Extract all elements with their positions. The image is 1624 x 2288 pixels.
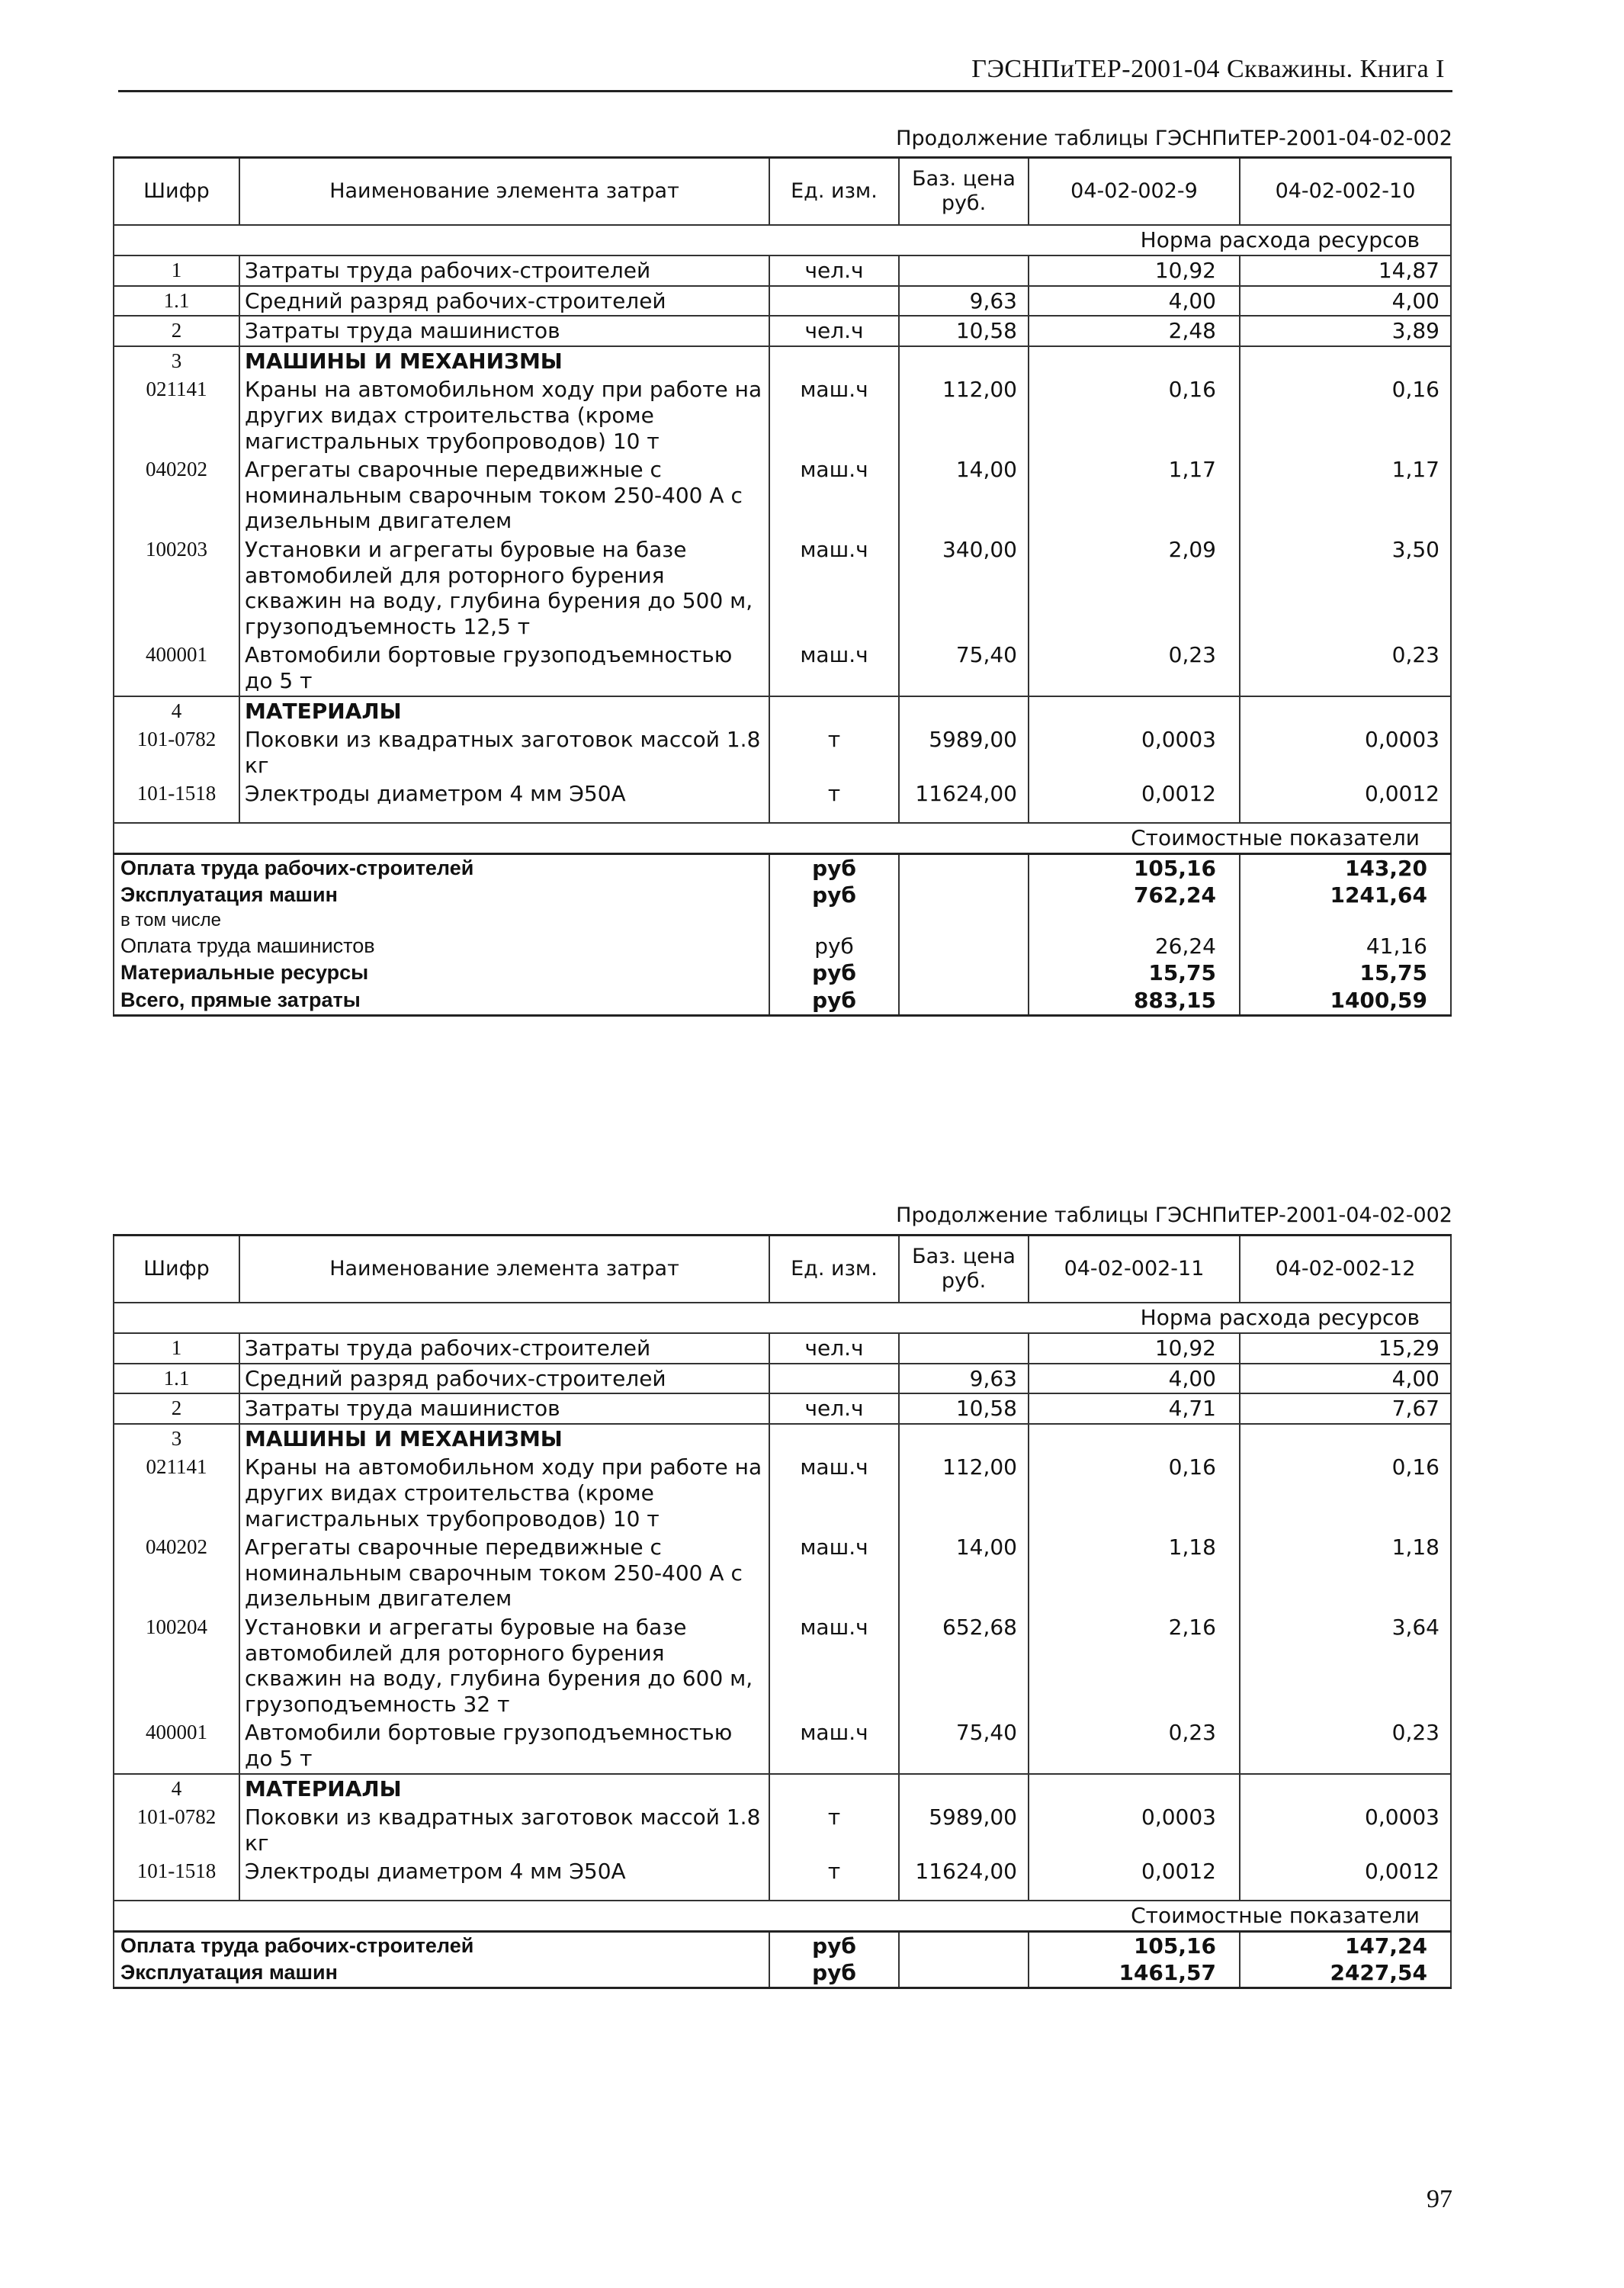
cost-label: Стоимостные показатели (1029, 1901, 1451, 1932)
section-title: МАШИНЫ И МЕХАНИЗМЫ (239, 346, 769, 376)
col-header-unit: Ед. изм. (769, 1236, 899, 1303)
row-value-b: 0,0012 (1240, 779, 1451, 808)
summary-row (114, 909, 1451, 933)
summary-unit: руб (769, 933, 899, 960)
row-value-b: 1,17 (1240, 455, 1451, 535)
row-code: 4 (114, 1774, 239, 1804)
row-price (899, 255, 1029, 286)
summary-row (114, 1931, 1451, 1959)
summary-value-b: 15,75 (1240, 959, 1451, 987)
row-value-b: 3,64 (1240, 1613, 1451, 1718)
row-value-b: 0,23 (1240, 641, 1451, 696)
table-caption: Продолжение таблицы ГЭСНПиТЕР-2001-04-02-002 (896, 1203, 1452, 1227)
col-header-name: Наименование элемента затрат (239, 1236, 769, 1303)
row-unit: т (769, 1857, 899, 1886)
row-value-a: 0,16 (1029, 375, 1240, 455)
row-name: Поковки из квадратных заготовок массой 1.8 кг (239, 1803, 769, 1857)
row-price: 112,00 (899, 1453, 1029, 1533)
col-header-code: Шифр (114, 1236, 239, 1303)
row-name: Краны на автомобильном ходу при работе на других видах строительства (кроме магистральных трубопроводов) 10 т (239, 375, 769, 455)
summary-value-b: 2427,54 (1240, 1959, 1451, 1988)
row-code: 100204 (114, 1613, 239, 1718)
row-price: 340,00 (899, 535, 1029, 641)
norm-row (114, 225, 1451, 255)
row-code: 1.1 (114, 286, 239, 317)
row-code: 2 (114, 1393, 239, 1424)
row-unit: маш.ч (769, 535, 899, 641)
row-unit: т (769, 725, 899, 779)
summary-unit: руб (769, 882, 899, 909)
row-name: Электроды диаметром 4 мм Э50А (239, 779, 769, 808)
running-header: ГЭСНПиТЕР-2001-04 Скважины. Книга I (971, 55, 1445, 83)
summary-unit: руб (769, 853, 899, 882)
col-header-price: Баз. цена руб. (899, 1236, 1029, 1303)
table-row (114, 316, 1451, 346)
section-row (114, 1424, 1451, 1454)
col-header-code: Шифр (114, 158, 239, 226)
cost-row (114, 1901, 1451, 1932)
row-price: 10,58 (899, 316, 1029, 346)
row-price: 9,63 (899, 286, 1029, 317)
summary-value-b: 1241,64 (1240, 882, 1451, 909)
summary-value-a: 105,16 (1029, 1931, 1240, 1959)
row-code: 040202 (114, 455, 239, 535)
resource-table (113, 156, 1452, 1017)
row-value-b: 0,16 (1240, 1453, 1451, 1533)
row-value-a: 0,0012 (1029, 779, 1240, 808)
summary-label: Оплата труда рабочих-строителей (114, 1931, 769, 1959)
row-unit: маш.ч (769, 455, 899, 535)
row-code: 021141 (114, 375, 239, 455)
row-code: 101-0782 (114, 725, 239, 779)
row-name: Агрегаты сварочные передвижные с номинальным сварочным током 250-400 А с дизельным двигателем (239, 1533, 769, 1613)
col-header-b: 04-02-002-12 (1240, 1236, 1451, 1303)
row-code: 101-1518 (114, 1857, 239, 1886)
row-code: 400001 (114, 641, 239, 696)
row-unit: маш.ч (769, 1718, 899, 1773)
table-caption: Продолжение таблицы ГЭСНПиТЕР-2001-04-02-002 (896, 127, 1452, 150)
row-unit: маш.ч (769, 641, 899, 696)
row-value-b: 15,29 (1240, 1333, 1451, 1364)
summary-row (114, 853, 1451, 882)
row-value-b: 0,0003 (1240, 725, 1451, 779)
cost-label: Стоимостные показатели (1029, 823, 1451, 854)
row-unit (769, 1364, 899, 1394)
summary-value-a: 15,75 (1029, 959, 1240, 987)
row-value-a: 1,18 (1029, 1533, 1240, 1613)
row-name: Агрегаты сварочные передвижные с номинальным сварочным током 250-400 А с дизельным двигателем (239, 455, 769, 535)
row-code: 100203 (114, 535, 239, 641)
row-price: 75,40 (899, 1718, 1029, 1773)
table-row (114, 1718, 1451, 1773)
row-value-b: 7,67 (1240, 1393, 1451, 1424)
row-price: 11624,00 (899, 1857, 1029, 1886)
col-header-a: 04-02-002-11 (1029, 1236, 1240, 1303)
row-value-b: 3,50 (1240, 535, 1451, 641)
row-name: Установки и агрегаты буровые на базе автомобилей для роторного бурения скважин на воду, глубина бурения до 600 м, грузоподъемность 32 т (239, 1613, 769, 1718)
row-unit: чел.ч (769, 1333, 899, 1364)
table-row (114, 286, 1451, 317)
row-unit: маш.ч (769, 375, 899, 455)
summary-row (114, 933, 1451, 960)
summary-value-b: 1400,59 (1240, 987, 1451, 1015)
table-row (114, 1453, 1451, 1533)
summary-row (114, 1959, 1451, 1988)
row-code: 101-0782 (114, 1803, 239, 1857)
norm-label: Норма расхода ресурсов (1029, 225, 1451, 255)
col-header-unit: Ед. изм. (769, 158, 899, 226)
row-value-a: 1,17 (1029, 455, 1240, 535)
row-value-a: 2,16 (1029, 1613, 1240, 1718)
summary-label: Материальные ресурсы (114, 959, 769, 987)
row-value-b: 0,23 (1240, 1718, 1451, 1773)
summary-label: Эксплуатация машин (114, 1959, 769, 1988)
row-price: 652,68 (899, 1613, 1029, 1718)
row-unit: т (769, 1803, 899, 1857)
row-code: 3 (114, 346, 239, 376)
summary-value-b: 143,20 (1240, 853, 1451, 882)
norm-label: Норма расхода ресурсов (1029, 1303, 1451, 1333)
col-header-price: Баз. цена руб. (899, 158, 1029, 226)
table-row (114, 535, 1451, 641)
row-value-b: 4,00 (1240, 286, 1451, 317)
row-name: Средний разряд рабочих-строителей (239, 286, 769, 317)
row-unit: чел.ч (769, 255, 899, 286)
row-name: Затраты труда машинистов (239, 316, 769, 346)
row-value-b: 0,0003 (1240, 1803, 1451, 1857)
row-price: 10,58 (899, 1393, 1029, 1424)
row-price (899, 1333, 1029, 1364)
row-code: 021141 (114, 1453, 239, 1533)
row-name: Поковки из квадратных заготовок массой 1.8 кг (239, 725, 769, 779)
col-header-b: 04-02-002-10 (1240, 158, 1451, 226)
table-row (114, 641, 1451, 696)
col-header-name: Наименование элемента затрат (239, 158, 769, 226)
row-name: Автомобили бортовые грузоподъемностью до 5 т (239, 641, 769, 696)
row-unit (769, 286, 899, 317)
summary-row (114, 882, 1451, 909)
page-number: 97 (1427, 2185, 1452, 2213)
row-value-a: 0,23 (1029, 1718, 1240, 1773)
table-row (114, 725, 1451, 779)
row-price: 9,63 (899, 1364, 1029, 1394)
section-row (114, 696, 1451, 726)
resource-table (113, 1234, 1452, 1989)
row-code: 400001 (114, 1718, 239, 1773)
section-row (114, 1774, 1451, 1804)
row-code: 3 (114, 1424, 239, 1454)
summary-row (114, 987, 1451, 1015)
table-row (114, 1333, 1451, 1364)
row-name: Электроды диаметром 4 мм Э50А (239, 1857, 769, 1886)
section-title: МАТЕРИАЛЫ (239, 1774, 769, 1804)
row-value-b: 3,89 (1240, 316, 1451, 346)
table-row (114, 1803, 1451, 1857)
row-name: Затраты труда рабочих-строителей (239, 1333, 769, 1364)
summary-unit: руб (769, 987, 899, 1015)
row-price: 75,40 (899, 641, 1029, 696)
row-value-a: 0,0012 (1029, 1857, 1240, 1886)
row-name: Установки и агрегаты буровые на базе автомобилей для роторного бурения скважин на воду, глубина бурения до 500 м, грузоподъемность 12,5 т (239, 535, 769, 641)
row-name: Затраты труда машинистов (239, 1393, 769, 1424)
row-unit: маш.ч (769, 1613, 899, 1718)
row-value-b: 4,00 (1240, 1364, 1451, 1394)
table-row (114, 779, 1451, 808)
row-code: 1.1 (114, 1364, 239, 1394)
row-value-a: 2,48 (1029, 316, 1240, 346)
row-price: 112,00 (899, 375, 1029, 455)
row-value-a: 4,71 (1029, 1393, 1240, 1424)
table-row (114, 1364, 1451, 1394)
summary-value-b: 41,16 (1240, 933, 1451, 960)
row-value-a: 0,23 (1029, 641, 1240, 696)
table-row (114, 1533, 1451, 1613)
cost-row (114, 823, 1451, 854)
row-unit: чел.ч (769, 316, 899, 346)
row-value-b: 1,18 (1240, 1533, 1451, 1613)
row-price: 14,00 (899, 455, 1029, 535)
section-title: МАШИНЫ И МЕХАНИЗМЫ (239, 1424, 769, 1454)
table-row (114, 455, 1451, 535)
table-row (114, 1393, 1451, 1424)
summary-unit: руб (769, 959, 899, 987)
row-unit: т (769, 779, 899, 808)
summary-label: Оплата труда рабочих-строителей (114, 853, 769, 882)
summary-value-a: 883,15 (1029, 987, 1240, 1015)
row-price: 5989,00 (899, 725, 1029, 779)
row-code: 2 (114, 316, 239, 346)
row-value-b: 0,0012 (1240, 1857, 1451, 1886)
summary-label: в том числе (114, 909, 769, 933)
summary-value-a: 26,24 (1029, 933, 1240, 960)
summary-value-a: 1461,57 (1029, 1959, 1240, 1988)
table-row (114, 375, 1451, 455)
row-value-a: 0,16 (1029, 1453, 1240, 1533)
summary-label: Эксплуатация машин (114, 882, 769, 909)
row-code: 040202 (114, 1533, 239, 1613)
row-value-a: 4,00 (1029, 286, 1240, 317)
summary-value-a: 105,16 (1029, 853, 1240, 882)
row-name: Средний разряд рабочих-строителей (239, 1364, 769, 1394)
row-value-a: 4,00 (1029, 1364, 1240, 1394)
row-price: 11624,00 (899, 779, 1029, 808)
summary-unit: руб (769, 1931, 899, 1959)
row-price: 5989,00 (899, 1803, 1029, 1857)
row-unit: чел.ч (769, 1393, 899, 1424)
section-row (114, 346, 1451, 376)
row-code: 4 (114, 696, 239, 726)
norm-row (114, 1303, 1451, 1333)
row-code: 1 (114, 1333, 239, 1364)
header-rule (118, 90, 1452, 92)
table-row (114, 255, 1451, 286)
row-value-a: 0,0003 (1029, 1803, 1240, 1857)
summary-value-a: 762,24 (1029, 882, 1240, 909)
row-name: Затраты труда рабочих-строителей (239, 255, 769, 286)
summary-unit: руб (769, 1959, 899, 1988)
summary-label: Оплата труда машинистов (114, 933, 769, 960)
row-value-a: 0,0003 (1029, 725, 1240, 779)
row-name: Автомобили бортовые грузоподъемностью до 5 т (239, 1718, 769, 1773)
row-value-b: 0,16 (1240, 375, 1451, 455)
section-title: МАТЕРИАЛЫ (239, 696, 769, 726)
row-code: 101-1518 (114, 779, 239, 808)
row-code: 1 (114, 255, 239, 286)
row-price: 14,00 (899, 1533, 1029, 1613)
table-row (114, 1857, 1451, 1886)
summary-row (114, 959, 1451, 987)
summary-label: Всего, прямые затраты (114, 987, 769, 1015)
summary-value-b: 147,24 (1240, 1931, 1451, 1959)
row-unit: маш.ч (769, 1453, 899, 1533)
row-unit: маш.ч (769, 1533, 899, 1613)
row-name: Краны на автомобильном ходу при работе на других видах строительства (кроме магистральных трубопроводов) 10 т (239, 1453, 769, 1533)
col-header-a: 04-02-002-9 (1029, 158, 1240, 226)
table-row (114, 1613, 1451, 1718)
row-value-b: 14,87 (1240, 255, 1451, 286)
row-value-a: 10,92 (1029, 1333, 1240, 1364)
row-value-a: 2,09 (1029, 535, 1240, 641)
row-value-a: 10,92 (1029, 255, 1240, 286)
